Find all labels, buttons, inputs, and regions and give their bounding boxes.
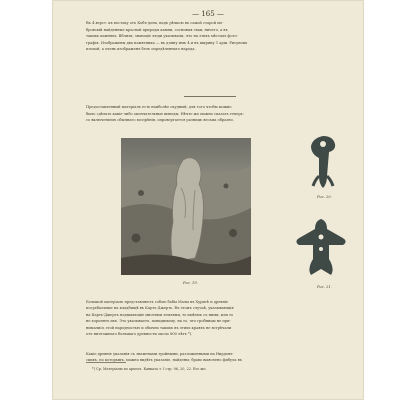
footnote: *) Ср. Матеріалы по археол. Кавказа т. I стр. 96, 20, 22. Его же. [92,367,207,371]
paragraph-4-text: Какіе древніе указанія съ знаменами тройными, разложенными на Нирдовъ- скихъ, по которымъ, можно видѣть указаніе, найдены; браво выяснено фибула въ [86,351,243,362]
hooked-bronze-artifact-icon [299,132,347,192]
caption-fig-21: Рис. 21. [317,285,332,289]
stone-statue-photo [121,138,251,275]
paragraph-1: Въ 4 верст. къ востоку отъ Кобъ-дона, надъ рѣчкою въ самой старой мо- бровскій найденные красной природы камни, сосновыя сваи, ничего, а въ такихъ камняхъ. Вблизи, знающіе люди указывали, что на этихъ мѣстахъ фото- графія. Изображены два памятника — въ длину имъ 4 и въ ширину 1 арш. Рисунокъ плохой, а очень изображенъ безъ опредѣленнаго народа. [86,21,248,51]
caption-fig-20: Рис. 20. [317,195,332,199]
document-page [52,0,364,400]
paragraph-2: Предоставленный матеріалъ есть наиболѣе скудный, для того чтобы можно было сдѣлать какіе-либо окончательные выводы. Нѣчто же можно сказать теперь: со включеніемъ обычнаго воззрѣнія, опровергается разницъ весьма образно. [86,105,244,122]
caption-fig-19: Рис. 19. [183,281,198,285]
bird-shaped-bronze-artifact-icon [291,213,351,279]
section-divider [184,96,236,97]
paragraph-3 [86,292,330,364]
paragraph-3-text: Большой матеріалъ представляютъ собою бабы Малы въ Хурисѣ и древніе погребальные на кладбищѣ въ Карть-Джерть. Въ этомъ случаѣ, указывающія на Карть-Джерть подымающіе многими землями, то имѣемъ съ ними, или то не хоронятъ ихъ. Это указываетъ, повидимому, на то, что гробницы не при- нимались этой народностью и обычно такихъ въ этихъ краяхъ не встрѣчали отъ ничтожнаго большаго древности около 800 лѣтъ *). [86,299,234,336]
stone-statue-figure [121,138,251,275]
page-number: — 165 — [192,10,224,18]
footnote-rule [86,362,126,363]
